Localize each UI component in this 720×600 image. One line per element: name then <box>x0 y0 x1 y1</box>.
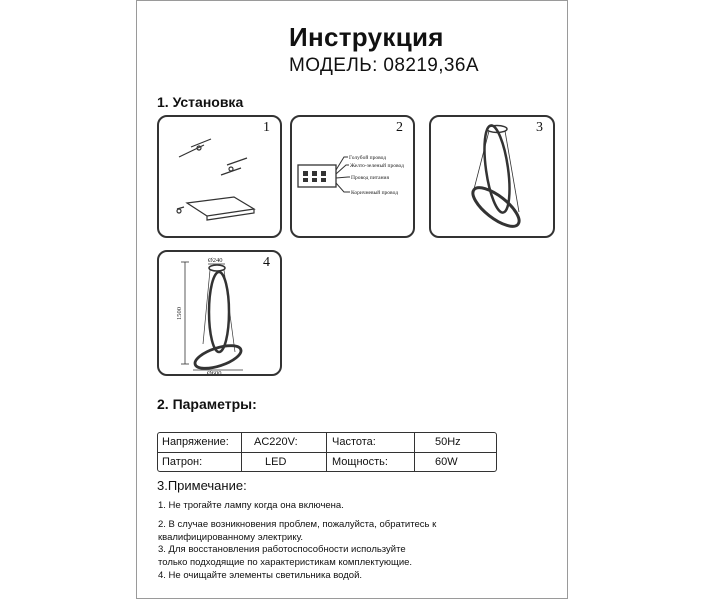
dim-top-diameter: Ø240 <box>208 257 223 264</box>
col-divider <box>414 433 415 471</box>
section-heading-params: 2. Параметры: <box>157 396 257 412</box>
parameters-table <box>157 432 497 472</box>
param-label-power: Мощность: <box>332 456 388 468</box>
panel-1-mounting <box>157 115 282 238</box>
model-number: МОДЕЛЬ: 08219,36A <box>289 55 479 76</box>
param-value-power: 60W <box>435 456 458 468</box>
panel-number: 2 <box>396 120 403 135</box>
param-value-frequency: 50Hz <box>435 436 461 448</box>
panel-number: 3 <box>536 120 543 135</box>
param-label-voltage: Напряжение: <box>162 436 229 448</box>
panel-number: 4 <box>263 255 270 270</box>
dim-bottom-diameter: Ø600 <box>207 370 222 374</box>
section-heading-notes: 3.Примечание: <box>157 478 247 493</box>
dimensions-drawing <box>159 252 280 374</box>
panel-2-wiring <box>290 115 415 238</box>
dim-height: 1500 <box>176 307 183 320</box>
note-line: 4. Не очищайте элементы светильника водой. <box>158 569 363 581</box>
section-heading-install: 1. Установка <box>157 94 244 110</box>
mounting-drawing <box>159 117 280 236</box>
panel-3-lamp-view <box>429 115 555 238</box>
wire-label-brown: Коричневый провод <box>351 190 398 196</box>
lamp-perspective-drawing <box>431 117 553 236</box>
notes-list <box>158 500 458 583</box>
note-line: 1. Не трогайте лампу когда она включена. <box>158 500 344 511</box>
note-line: только подходящие по характеристикам комплектующие. <box>158 557 413 569</box>
panel-number: 1 <box>263 120 270 135</box>
page-title: Инструкция <box>289 22 444 52</box>
col-divider <box>241 433 242 471</box>
col-divider <box>326 433 327 471</box>
param-label-socket: Патрон: <box>162 456 203 468</box>
wire-label-power: Провод питания <box>351 175 390 181</box>
note-line: 2. В случае возникновения проблем, пожалуйста, обратитесь к <box>158 518 437 530</box>
wire-label-blue: Голубой провод <box>349 155 387 161</box>
note-line: 3. Для восстановления работоспособности используйте <box>158 544 406 556</box>
wire-label-yellow-green: Желто-зеленый провод <box>350 163 404 169</box>
param-value-socket: LED <box>265 456 287 468</box>
param-label-frequency: Частота: <box>332 436 376 448</box>
panel-4-dimensions <box>157 250 282 376</box>
note-line: квалифицированному электрику. <box>158 531 304 543</box>
param-value-voltage: AC220V: <box>254 436 298 448</box>
wiring-drawing <box>292 117 413 236</box>
row-divider <box>158 452 496 453</box>
